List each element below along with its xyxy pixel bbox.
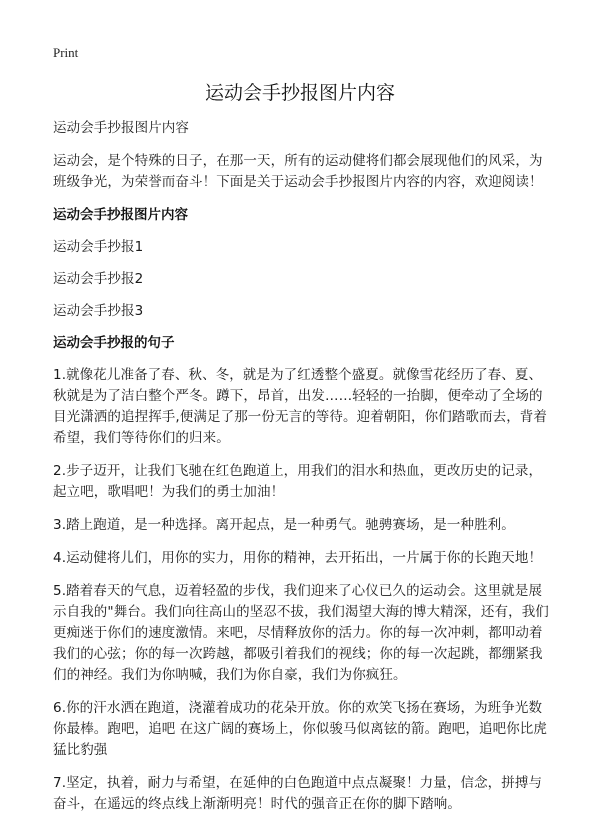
section-heading-sentences: 运动会手抄报的句子: [53, 335, 175, 351]
section-heading-images: 运动会手抄报图片内容: [53, 207, 188, 223]
sentence-item: 3.踏上跑道，是一种选择。离开起点，是一种勇气。驰骋赛场，是一种胜利。: [53, 517, 515, 533]
sentence-item: 6.你的汗水洒在跑道，浇灌着成功的花朵开放。你的欢笑飞扬在赛场，为班争光数你最棒。跑吧，追吧 在这广阔的赛场上，你似骏马似离铉的箭。跑吧，追吧你比虎猛比豹强: [53, 700, 547, 758]
article-subtitle: 运动会手抄报图片内容: [53, 120, 189, 136]
page-title: 运动会手抄报图片内容: [204, 82, 395, 104]
list-item: 运动会手抄报2: [53, 271, 144, 287]
article-body: [53, 118, 553, 827]
article-intro: 运动会，是个特殊的日子，在那一天，所有的运动健将们都会展现他们的风采，为班级争光，为荣誉而奋斗！下面是关于运动会手抄报图片内容的内容，欢迎阅读！: [53, 153, 543, 190]
sentence-item: 1.就像花儿准备了春、秋、冬，就是为了红透整个盛夏。就像雪花经历了春、夏、秋就是为了洁白整个严冬。蹲下，昂首，出发……轻轻的一抬脚，便牵动了全场的目光潇洒的追捏挥手,便满足了那一份无言的等待。迎着朝阳，你们踏歌而去，背着希望，我们等待你们的归来。: [53, 367, 547, 446]
list-item: 运动会手抄报3: [53, 303, 144, 319]
list-item: 运动会手抄报1: [53, 239, 144, 255]
sentence-item: 4.运动健将儿们，用你的实力，用你的精神，去开拓出，一片属于你的长跑天地！: [53, 550, 543, 566]
sentence-item: 7.坚定，执着，耐力与希望，在延伸的白色跑道中点点凝聚！力量，信念，拼搏与奋斗，在遥远的终点线上渐渐明亮！时代的强音正在你的脚下踏响。: [53, 775, 543, 812]
sentence-item: 5.踏着春天的气息，迈着轻盈的步伐，我们迎来了心仪已久的运动会。这里就是展示自我的"舞台。我们向往高山的坚忍不拔，我们渴望大海的博大精深，还有，我们更痴迷于你们的速度激情。来吧，尽情释放你的活力。你的每一次冲刺，都叩动着我们的心弦；你的每一次跨越，都吸引着我们的视线；你的每一次起跳，都绷紧我们的神经。我们为你呐喊，我们为你自豪，我们为你疯狂。: [53, 583, 549, 683]
sentence-item: 2.步子迈开，让我们飞驰在红色跑道上，用我们的泪水和热血，更改历史的记录，起立吧，歌唱吧！为我们的勇士加油！: [53, 463, 543, 500]
print-link[interactable]: Print: [53, 45, 79, 60]
